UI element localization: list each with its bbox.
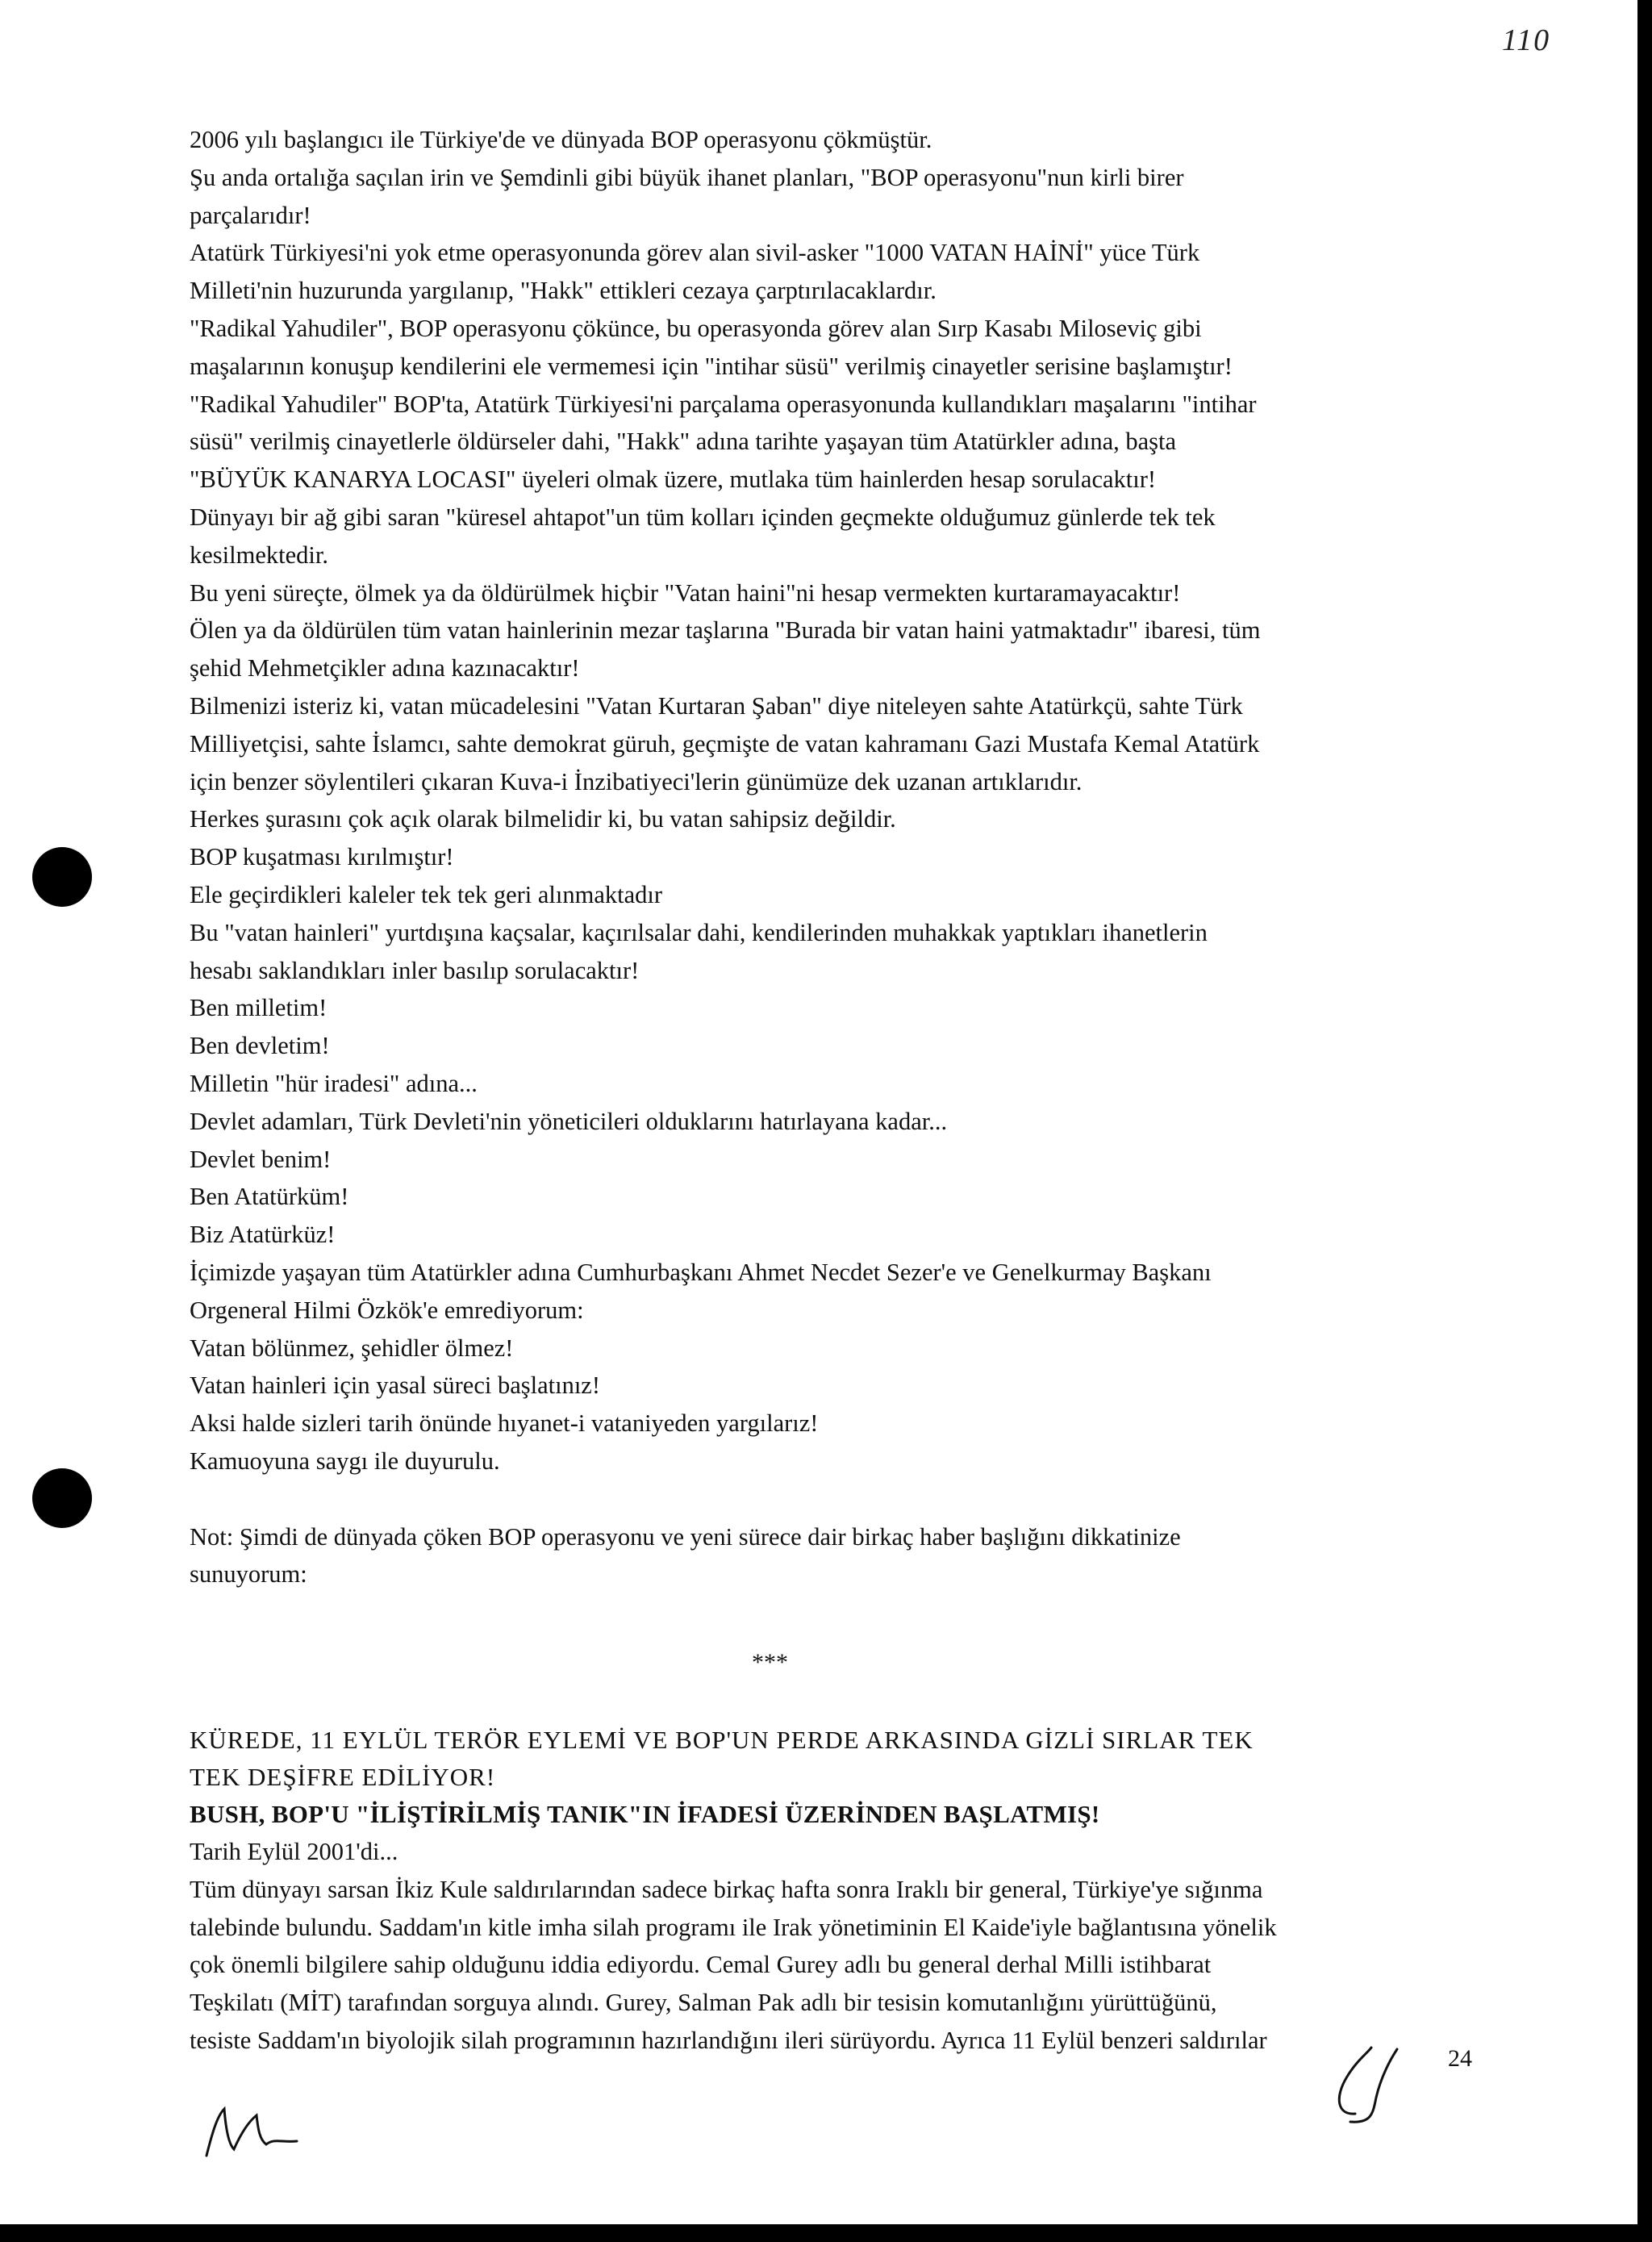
text-line: Milliyetçisi, sahte İslamcı, sahte demokrat güruh, geçmişte de vatan kahramanı Gazi Mustafa Kemal Atatürk (190, 729, 1260, 758)
text-line: çok önemli bilgilere sahip olduğunu iddia ediyordu. Cemal Gurey adlı bu general derhal Milli istihbarat (190, 1951, 1212, 1979)
text-line: parçalarıdır! (190, 201, 311, 229)
statement-text (190, 121, 1480, 1480)
scan-edge-right (1637, 0, 1652, 2242)
text-line: Ele geçirdikleri kaleler tek tek geri alınmaktadır (190, 880, 663, 908)
text-line: Tüm dünyayı sarsan İkiz Kule saldırılarından sadece birkaç hafta sonra Iraklı bir general, Türkiye'ye sığınma (190, 1875, 1263, 1903)
text-line: Vatan bölünmez, şehidler ölmez! (190, 1334, 514, 1362)
text-line: talebinde bulundu. Saddam'ın kitle imha silah programı ile Irak yönetiminin El Kaide'iyle bağlantısına yönelik (190, 1913, 1277, 1941)
text-line: Biz Atatürküz! (190, 1221, 336, 1249)
page-number: 24 (1448, 2045, 1472, 2072)
text-line: kesilmektedir. (190, 541, 328, 569)
text-line: Aksi halde sizleri tarih önünde hıyanet-i vataniyeden yargılarız! (190, 1409, 819, 1438)
handwritten-initials-signature (202, 2098, 315, 2162)
text-line: Dünyayı bir ağ gibi saran "küresel ahtapot"un tüm kolları içinden geçmekte olduğumuz günlerde tek tek (190, 503, 1216, 531)
text-line: tesiste Saddam'ın biyolojik silah programının hazırlandığını ileri sürüyordu. Ayrıca 11 Eylül benzeri saldırılar (190, 2026, 1267, 2054)
text-line: Bilmenizi isteriz ki, vatan mücadelesini "Vatan Kurtaran Şaban" diye niteleyen sahte Atatürkçü, sahte Türk (190, 691, 1243, 720)
text-line: Orgeneral Hilmi Özkök'e emrediyorum: (190, 1296, 584, 1324)
text-line: Bu "vatan hainleri" yurtdışına kaçsalar, kaçırılsalar dahi, kendilerinden muhakkak yaptıkları ihanetlerin (190, 918, 1208, 946)
text-line: sunuyorum: (190, 1560, 307, 1589)
text-line: Devlet adamları, Türk Devleti'nin yöneticileri olduklarını hatırlayana kadar... (190, 1107, 948, 1135)
text-line: TEK DEŞİFRE EDİLİYOR! (190, 1763, 496, 1791)
article-headline (190, 1722, 1480, 1796)
document-body (190, 121, 1480, 1593)
text-line: Kamuoyuna saygı ile duyurulu. (190, 1447, 500, 1475)
text-line: 2006 yılı başlangıcı ile Türkiye'de ve dünyada BOP operasyonu çökmüştür. (190, 126, 932, 153)
text-line: Milletin "hür iradesi" adına... (190, 1069, 478, 1097)
handwritten-initials-signature (1323, 2041, 1412, 2130)
text-line: Ben milletim! (190, 994, 327, 1022)
news-article (190, 1722, 1480, 2060)
article-text (190, 1833, 1480, 2060)
text-line: Devlet benim! (190, 1145, 332, 1173)
section-separator: *** (752, 1649, 788, 1676)
text-line: Ölen ya da öldürülen tüm vatan hainlerinin mezar taşlarına "Burada bir vatan haini yatmaktadır" ibaresi, tüm (190, 616, 1261, 645)
text-line: Ben Atatürküm! (190, 1183, 349, 1211)
text-line: Tarih Eylül 2001'di... (190, 1838, 398, 1865)
text-line: BOP kuşatması kırılmıştır! (190, 843, 454, 871)
handwritten-folio-number: 110 (1502, 23, 1551, 57)
text-line: "Radikal Yahudiler", BOP operasyonu çökünce, bu operasyonda görev alan Sırp Kasabı Miloseviç gibi (190, 314, 1202, 342)
article-subheadline: BUSH, BOP'U "İLİŞTİRİLMİŞ TANIK"IN İFADESİ ÜZERİNDEN BAŞLATMIŞ! (190, 1800, 1100, 1828)
text-line: Atatürk Türkiyesi'ni yok etme operasyonunda görev alan sivil-asker "1000 VATAN HAİNİ" yüce Türk (190, 239, 1200, 267)
text-line: Şu anda ortalığa saçılan irin ve Şemdinli gibi büyük ihanet planları, "BOP operasyonu"nun kirli birer (190, 163, 1184, 191)
text-line: İçimizde yaşayan tüm Atatürkler adına Cumhurbaşkanı Ahmet Necdet Sezer'e ve Genelkurmay Başkanı (190, 1258, 1212, 1286)
scan-edge-bottom (0, 2224, 1652, 2242)
text-line: Herkes şurasını çok açık olarak bilmelidir ki, bu vatan sahipsiz değildir. (190, 805, 896, 833)
text-line: Bu yeni süreçte, ölmek ya da öldürülmek hiçbir "Vatan haini"ni hesap vermekten kurtaramayacaktır! (190, 578, 1181, 607)
punch-hole-icon (32, 847, 92, 907)
text-line: "Radikal Yahudiler" BOP'ta, Atatürk Türkiyesi'ni parçalama operasyonunda kullandıkları maşalarını "intihar (190, 390, 1257, 418)
punch-hole-icon (32, 1468, 92, 1528)
text-line: Milleti'nin huzurunda yargılanıp, "Hakk" ettikleri cezaya çarptırılacaklardır. (190, 277, 937, 305)
text-line: Not: Şimdi de dünyada çöken BOP operasyonu ve yeni sürece dair birkaç haber başlığını dikkatinize (190, 1522, 1181, 1551)
text-line: süsü" verilmiş cinayetlerle öldürseler dahi, "Hakk" adına tarihte yaşayan tüm Atatürkler adına, başta (190, 428, 1177, 456)
text-line: Teşkilatı (MİT) tarafından sorguya alındı. Gurey, Salman Pak adlı bir tesisin komutanlığını yürüttüğünü, (190, 1989, 1217, 2017)
text-line: Ben devletim! (190, 1032, 330, 1060)
text-line: "BÜYÜK KANARYA LOCASI" üyeleri olmak üzere, mutlaka tüm hainlerden hesap sorulacaktır! (190, 466, 1157, 494)
note-paragraph (190, 1518, 1480, 1594)
text-line: Vatan hainleri için yasal süreci başlatınız! (190, 1372, 600, 1400)
text-line: şehid Mehmetçikler adına kazınacaktır! (190, 654, 580, 683)
text-line: için benzer söylentileri çıkaran Kuva-i İnzibatiyeci'lerin günümüze dek uzanan artıklarıdır. (190, 767, 1083, 795)
text-line: maşalarının konuşup kendilerini ele vermemesi için "intihar süsü" verilmiş cinayetler serisine başlamıştır! (190, 352, 1233, 380)
text-line: hesabı saklandıkları inler basılıp sorulacaktır! (190, 956, 640, 984)
text-line: KÜREDE, 11 EYLÜL TERÖR EYLEMİ VE BOP'UN PERDE ARKASINDA GİZLİ SIRLAR TEK (190, 1726, 1254, 1754)
